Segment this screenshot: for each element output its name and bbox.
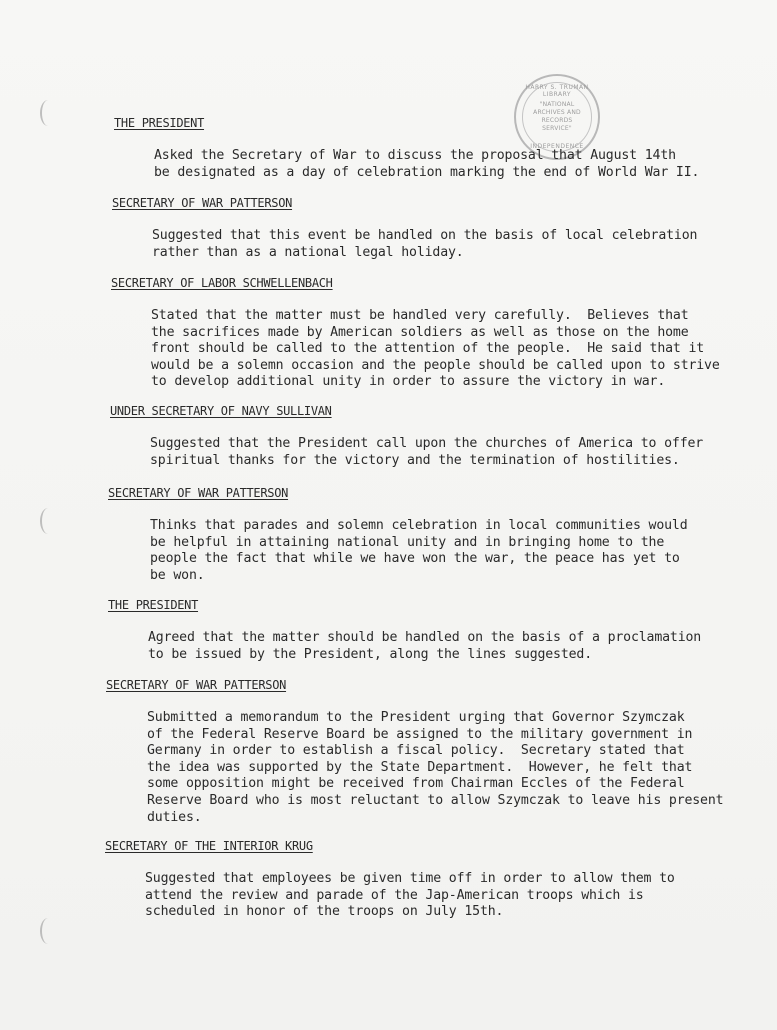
minutes-entry bbox=[105, 839, 675, 921]
speaker-heading: SECRETARY OF WAR PATTERSON bbox=[106, 678, 287, 692]
speaker-heading: SECRETARY OF WAR PATTERSON bbox=[108, 486, 289, 500]
minutes-entry bbox=[112, 196, 697, 261]
entry-text: Stated that the matter must be handled very carefully. Believes that the sacrifices made by American soldiers as well as those on the home front should be called to the attention of the people. He said that it would be a solemn occasion and the people should be called upon to strive to develop additional unity in order to assure the victory in war. bbox=[151, 308, 720, 390]
speaker-heading: SECRETARY OF THE INTERIOR KRUG bbox=[105, 839, 313, 853]
speaker-heading: THE PRESIDENT bbox=[108, 598, 199, 612]
punch-hole-mark bbox=[40, 918, 56, 944]
stamp-top-text: HARRY S. TRUMAN LIBRARY bbox=[525, 84, 589, 98]
speaker-heading: SECRETARY OF WAR PATTERSON bbox=[112, 196, 293, 210]
stamp-middle-text: "NATIONAL ARCHIVES AND RECORDS SERVICE" bbox=[533, 101, 581, 132]
speaker-heading: THE PRESIDENT bbox=[114, 116, 205, 130]
entry-text: Suggested that the President call upon the churches of America to offer spiritual thanks for the victory and the termination of hostilities. bbox=[150, 436, 704, 468]
entry-text: Suggested that employees be given time off in order to allow them to attend the review and parade of the Jap-American troops which is scheduled in honor of the troops on July 15th. bbox=[145, 871, 675, 920]
minutes-entry bbox=[110, 404, 703, 469]
minutes-entry bbox=[106, 678, 723, 826]
stamp-bottom-text: INDEPENDENCE bbox=[530, 143, 584, 150]
minutes-entry bbox=[111, 276, 720, 391]
speaker-heading: SECRETARY OF LABOR SCHWELLENBACH bbox=[111, 276, 333, 290]
speaker-heading: UNDER SECRETARY OF NAVY SULLIVAN bbox=[110, 404, 332, 418]
punch-hole-mark bbox=[40, 508, 56, 534]
minutes-entry bbox=[108, 486, 687, 584]
entry-text: Thinks that parades and solemn celebration in local communities would be helpful in attaining national unity and in bringing home to the people the fact that while we have won the war, the peace has yet to be won. bbox=[150, 518, 688, 583]
minutes-entry bbox=[114, 116, 699, 181]
entry-text: Submitted a memorandum to the President urging that Governor Szymczak of the Federal Reserve Board be assigned to the military government in Germany in order to establish a fiscal policy. Secretary stated that the idea was supported by the State Department. However, he felt that some opposition might be received from Chairman Eccles of the Federal Reserve Board who is most reluctant to allow Szymczak to leave his present duties. bbox=[147, 710, 724, 825]
punch-hole-mark bbox=[40, 100, 56, 126]
entry-text: Asked the Secretary of War to discuss the proposal that August 14th be designated as a day of celebration marking the end of World War II. bbox=[154, 148, 700, 180]
minutes-entry bbox=[108, 598, 701, 663]
entry-text: Agreed that the matter should be handled on the basis of a proclamation to be issued by the President, along the lines suggested. bbox=[148, 630, 702, 662]
entry-text: Suggested that this event be handled on the basis of local celebration rather than as a national legal holiday. bbox=[152, 228, 698, 260]
